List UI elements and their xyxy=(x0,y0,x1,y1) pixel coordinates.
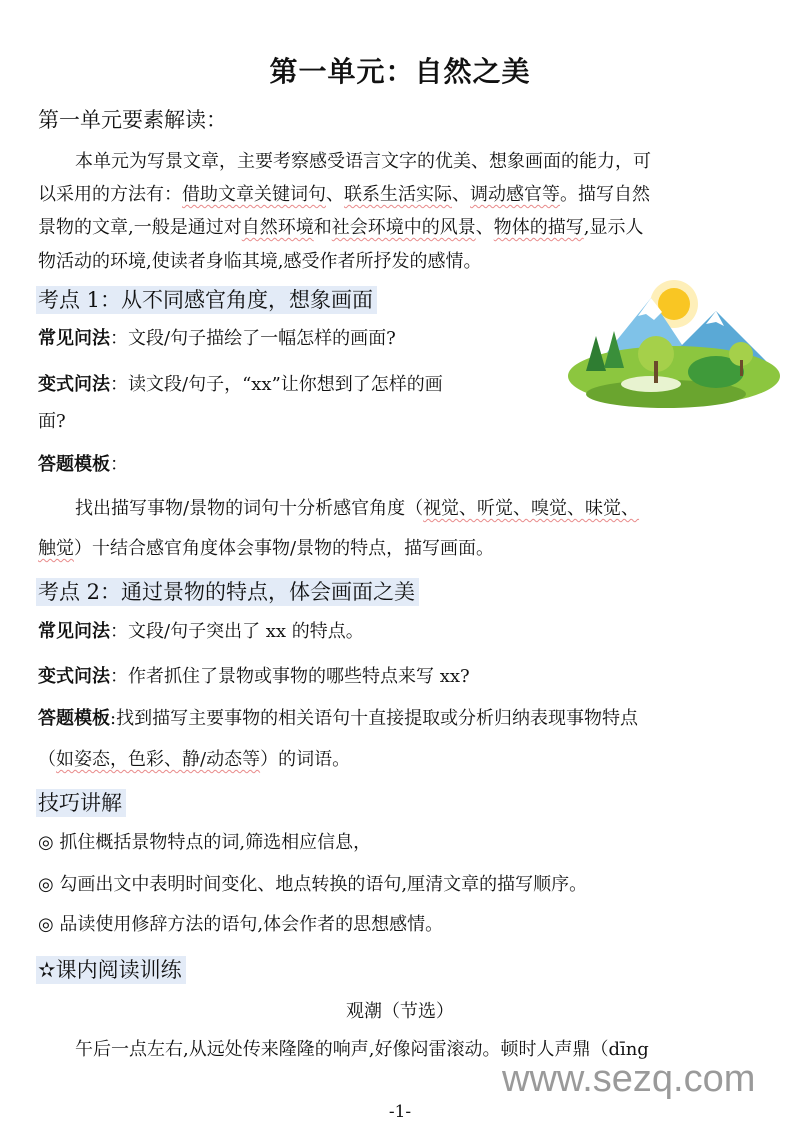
label-text: 常见问法 xyxy=(38,621,110,642)
text-segment: ◎ 抓住概括景物特点的词,筛选相应信息， xyxy=(38,832,372,853)
text-line xyxy=(75,150,651,174)
text-line xyxy=(38,108,227,132)
text-line xyxy=(38,707,638,731)
underlined-phrase: 自然环境 xyxy=(241,217,314,238)
text-segment: ：文段/句子突出了 xx 的特点。 xyxy=(110,621,364,642)
text-segment: （ xyxy=(38,749,56,770)
text-segment: 、 xyxy=(475,217,494,238)
text-segment: ：文段/句子描绘了一幅怎样的画面? xyxy=(110,328,396,349)
text-line xyxy=(38,453,128,477)
text-line xyxy=(38,216,643,240)
section-heading xyxy=(36,286,377,314)
text-segment: 技巧讲解 xyxy=(38,791,122,815)
text-line xyxy=(38,665,470,689)
text-segment: ）十结合感官角度体会事物/景物的特点，描写画面。 xyxy=(74,538,495,559)
text-line xyxy=(38,913,443,937)
text-line xyxy=(38,831,371,855)
text-segment: ,显示人 xyxy=(583,217,644,238)
text-segment: 考点 2：通过景物的特点，体会画面之美 xyxy=(38,580,416,604)
text-line xyxy=(75,497,639,521)
text-segment: 物活动的环境,使读者身临其境,感受作者所抒发的感情。 xyxy=(38,251,482,272)
text-line xyxy=(38,183,650,207)
underlined-phrase: 借助文章关键词句 xyxy=(182,184,326,205)
text-line xyxy=(38,410,66,434)
text-segment: 和 xyxy=(313,217,332,238)
watermark: www.sezq.com xyxy=(502,1058,756,1100)
underlined-phrase: 调动感官等 xyxy=(470,184,560,205)
text-segment: 、 xyxy=(326,184,344,205)
text-segment: 考点 1：从不同感官角度，想象画面 xyxy=(38,288,374,312)
text-segment: 找出描写事物/景物的词句十分析感官角度（ xyxy=(75,498,424,519)
text-line xyxy=(38,537,494,561)
text-segment: 、 xyxy=(452,184,470,205)
section-heading xyxy=(36,789,126,817)
text-segment: ： xyxy=(110,454,128,475)
text-segment: 以采用的方法有： xyxy=(38,184,182,205)
text-segment: 本单元为写景文章，主要考察感受语言文字的优美、想象画面的能力，可 xyxy=(75,151,651,172)
label-text: 答题模板 xyxy=(38,708,110,729)
underlined-phrase: 视觉、听觉、嗅觉、味觉、 xyxy=(423,498,640,519)
text-segment: ◎ 品读使用修辞方法的语句,体会作者的思想感情。 xyxy=(38,914,444,935)
text-segment: 第一单元要素解读： xyxy=(38,108,227,132)
text-segment: ：读文段/句子，“xx”让你想到了怎样的画 xyxy=(110,374,443,395)
text-segment: 午后一点左右,从远处传来隆隆的响声,好像闷雷滚动。顿时人声鼎（dīng xyxy=(75,1039,649,1060)
underlined-phrase: 社会环境中的风景 xyxy=(331,217,476,238)
label-text: 答题模板 xyxy=(38,454,110,475)
text-line xyxy=(0,1000,800,1024)
text-line xyxy=(38,748,350,772)
text-segment: 景物的文章,一般是通过对 xyxy=(38,217,242,238)
text-line xyxy=(38,327,396,351)
text-segment: :找到描写主要事物的相关语句十直接提取或分析归纳表现事物特点 xyxy=(110,708,639,729)
underlined-phrase: 如姿态，色彩、静/动态等 xyxy=(56,749,261,770)
landscape-illustration xyxy=(566,276,786,411)
text-segment: 观潮（节选） xyxy=(346,1001,454,1022)
page-number: -1- xyxy=(388,1102,412,1122)
section-heading xyxy=(36,956,186,984)
label-text: 变式问法 xyxy=(38,374,110,395)
label-text: 常见问法 xyxy=(38,328,110,349)
text-segment: ）的词语。 xyxy=(260,749,351,770)
text-segment: 。描写自然 xyxy=(560,184,650,205)
label-text: 变式问法 xyxy=(38,666,110,687)
text-line xyxy=(38,373,443,397)
text-segment: ：作者抓住了景物或事物的哪些特点来写 xx? xyxy=(110,666,470,687)
underlined-phrase: 物体的描写 xyxy=(493,217,584,238)
text-line xyxy=(38,250,481,274)
section-heading xyxy=(36,578,419,606)
text-segment: ◎ 勾画出文中表明时间变化、地点转换的语句,厘清文章的描写顺序。 xyxy=(38,874,588,895)
underlined-phrase: 触觉 xyxy=(38,538,74,559)
underlined-phrase: 联系生活实际 xyxy=(344,184,452,205)
text-line xyxy=(38,620,364,644)
text-segment: 面? xyxy=(38,411,66,432)
text-segment: ✫课内阅读训练 xyxy=(38,958,182,982)
page-title: 第一单元：自然之美 xyxy=(269,55,531,88)
text-line xyxy=(38,873,587,897)
